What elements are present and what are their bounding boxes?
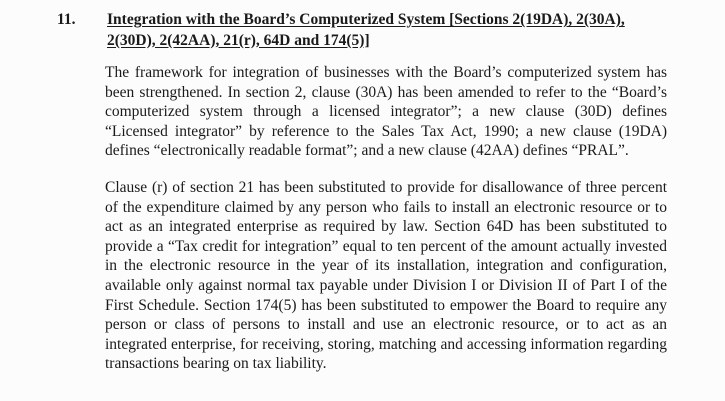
paragraph-framework-integration: The framework for integration of businesses with the Board’s computerized system has been strengthened. In section 2, clause (30A) has been amended to refer to the “Board’s computerized system through a licensed integrator”; a new clause (30D) defines “Licensed integrator” by reference to the Sales Tax Act, 1990; a new clause (19DA) defines “electronically readable format”; and a new clause (42AA) defines “PRAL”. <box>105 64 667 160</box>
section-number: 11. <box>57 11 76 28</box>
section-heading: Integration with the Board’s Computerized System [Sections 2(19DA), 2(30A), 2(30D), 2(42AA), 21(r), 64D and 174(5)] <box>107 11 625 49</box>
paragraph-clause-substitutions: Clause (r) of section 21 has been substituted to provide for disallowance of three percent of the expenditure claimed by any person who fails to install an electronic resource or to act as an integrated enterprise as required by law. Section 64D has been substituted to provide a “Tax credit for integration” equal to ten percent of the amount actually invested in the electronic resource in the year of its installation, integration and configuration, available only against normal tax payable under Division I or Division II of Part I of the First Schedule. Section 174(5) has been substituted to empower the Board to require any person or class of persons to install and use an electronic resource, or to act as an integrated enterprise, for receiving, storing, matching and accessing information regarding transactions bearing on tax liability. <box>105 179 667 373</box>
